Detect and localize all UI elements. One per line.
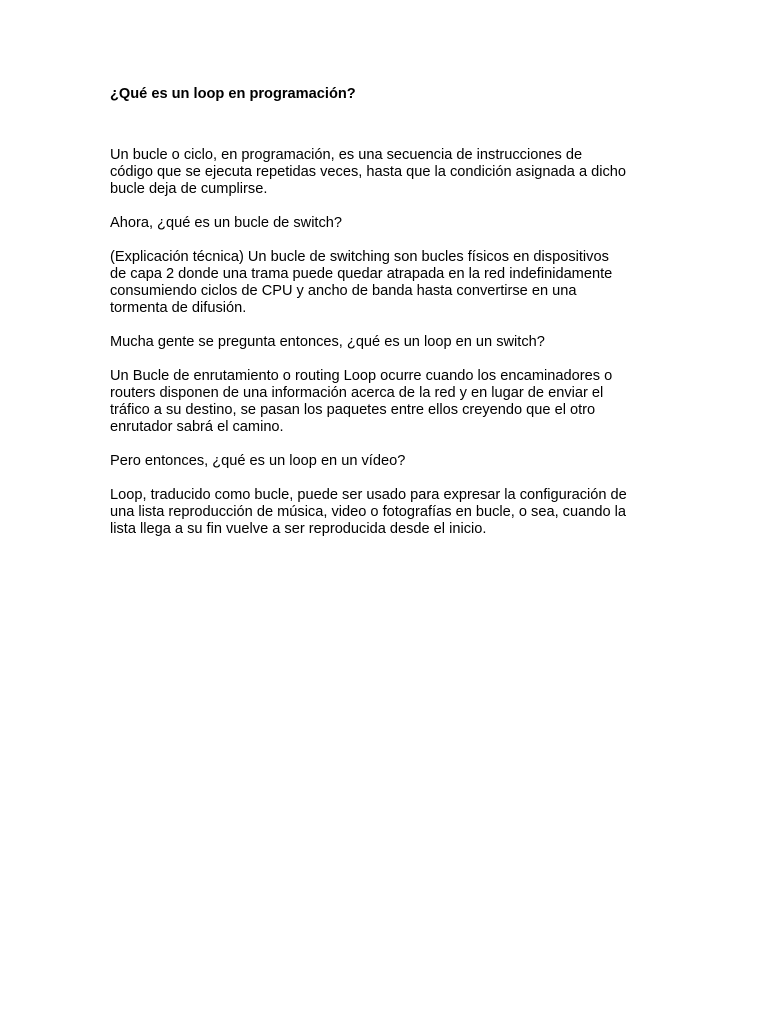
paragraph-4 [110, 334, 670, 351]
paragraph-2 [110, 215, 670, 232]
paragraph-line: lista llega a su fin vuelve a ser reproducida desde el inicio. [110, 521, 487, 537]
paragraph-1 [110, 147, 670, 198]
paragraph-line: tormenta de difusión. [110, 300, 247, 316]
paragraph-line: routers disponen de una información acerca de la red y en lugar de enviar el [110, 385, 604, 401]
document-body [110, 86, 670, 555]
paragraph-line: (Explicación técnica) Un bucle de switching son bucles físicos en dispositivos [110, 249, 609, 265]
paragraph-7 [110, 487, 670, 538]
paragraph-line: Un bucle o ciclo, en programación, es una secuencia de instrucciones de [110, 147, 583, 163]
paragraph-line: Loop, traducido como bucle, puede ser usado para expresar la configuración de [110, 487, 627, 503]
paragraph-line: consumiendo ciclos de CPU y ancho de banda hasta convertirse en una [110, 283, 577, 299]
paragraph-5 [110, 368, 670, 436]
paragraph-6 [110, 453, 670, 470]
paragraph-line: bucle deja de cumplirse. [110, 181, 268, 197]
paragraph-line: de capa 2 donde una trama puede quedar atrapada en la red indefinidamente [110, 266, 613, 282]
paragraph-3 [110, 249, 670, 317]
paragraph-line: Mucha gente se pregunta entonces, ¿qué es un loop en un switch? [110, 334, 545, 350]
document-title: ¿Qué es un loop en programación? [110, 86, 356, 102]
paragraph-line: una lista reproducción de música, video o fotografías en bucle, o sea, cuando la [110, 504, 626, 520]
paragraph-line: Pero entonces, ¿qué es un loop en un vídeo? [110, 453, 406, 469]
paragraph-line: Un Bucle de enrutamiento o routing Loop ocurre cuando los encaminadores o [110, 368, 613, 384]
paragraph-line: enrutador sabrá el camino. [110, 419, 284, 435]
paragraph-line: código que se ejecuta repetidas veces, hasta que la condición asignada a dicho [110, 164, 627, 180]
paragraph-line: Ahora, ¿qué es un bucle de switch? [110, 215, 343, 231]
paragraph-line: tráfico a su destino, se pasan los paquetes entre ellos creyendo que el otro [110, 402, 596, 418]
